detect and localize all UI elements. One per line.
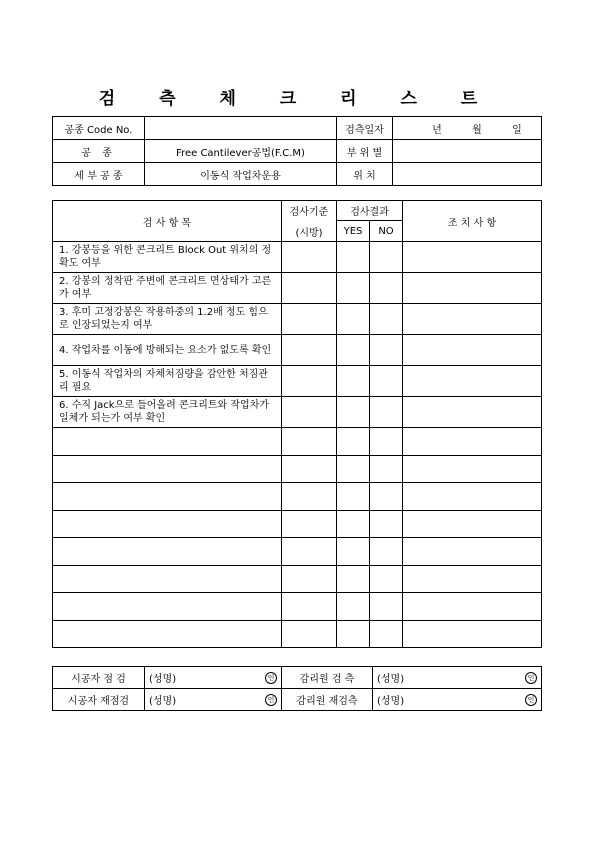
seal-icon: 인: [265, 672, 277, 684]
date-month-label: 월: [472, 124, 482, 136]
checklist-row: [53, 538, 542, 566]
checklist-item-text: [53, 620, 282, 648]
work-type-value: Free Cantilever공법(F.C.M): [145, 140, 337, 163]
seal-icon: 인: [525, 672, 537, 684]
yes-cell[interactable]: [337, 304, 370, 335]
action-cell[interactable]: [403, 593, 542, 621]
inspection-date-label: 검측일자: [337, 117, 393, 140]
checklist-item-text: 1. 강봉등을 위한 콘크리트 Block Out 위치의 정확도 여부: [53, 242, 282, 273]
checklist-item-text: [53, 455, 282, 483]
yes-cell[interactable]: [337, 366, 370, 397]
criteria-cell[interactable]: [282, 620, 337, 648]
part-label: 부 위 별: [337, 140, 393, 163]
no-cell[interactable]: [370, 620, 403, 648]
checklist-item-text: 6. 수직 Jack으로 들어올려 콘크리트와 작업차가 일체가 되는가 여부 확인: [53, 397, 282, 428]
work-code-label: 공종 Code No.: [53, 117, 145, 140]
criteria-cell[interactable]: [282, 510, 337, 538]
location-label: 위 치: [337, 163, 393, 186]
no-cell[interactable]: [370, 273, 403, 304]
supervisor-inspect-sign[interactable]: [373, 667, 542, 689]
seal-icon: 인: [525, 694, 537, 706]
action-cell[interactable]: [403, 366, 542, 397]
col-header-criteria: [282, 201, 337, 242]
no-cell[interactable]: [370, 510, 403, 538]
no-cell[interactable]: [370, 428, 403, 456]
no-cell[interactable]: [370, 565, 403, 593]
col-header-no: NO: [370, 221, 403, 242]
date-day-label: 일: [512, 124, 522, 136]
checklist-item-text: [53, 483, 282, 511]
checklist-row: [53, 455, 542, 483]
checklist-row: [53, 565, 542, 593]
checklist-row: [53, 510, 542, 538]
action-cell[interactable]: [403, 335, 542, 366]
header-info-table: [52, 116, 542, 186]
checklist-item-text: [53, 565, 282, 593]
criteria-cell[interactable]: [282, 335, 337, 366]
yes-cell[interactable]: [337, 242, 370, 273]
action-cell[interactable]: [403, 455, 542, 483]
checklist-row: [53, 273, 542, 304]
location-field[interactable]: [393, 163, 542, 186]
checklist-item-text: 3. 후미 고정강봉은 작용하중의 1.2배 정도 힘으로 인장되었는지 여부: [53, 304, 282, 335]
work-type-label: 공 종: [53, 140, 145, 163]
yes-cell[interactable]: [337, 335, 370, 366]
col-header-action: 조 치 사 항: [403, 201, 542, 242]
no-cell[interactable]: [370, 397, 403, 428]
checklist-body: [53, 242, 542, 648]
yes-cell[interactable]: [337, 455, 370, 483]
date-year-label: 년: [432, 124, 442, 136]
checklist-row: [53, 335, 542, 366]
checklist-item-text: 2. 강봉의 정착판 주변에 콘크리트 면상태가 고른가 여부: [53, 273, 282, 304]
no-cell[interactable]: [370, 455, 403, 483]
action-cell[interactable]: [403, 242, 542, 273]
checklist-item-text: [53, 593, 282, 621]
criteria-cell[interactable]: [282, 304, 337, 335]
action-cell[interactable]: [403, 304, 542, 335]
criteria-cell[interactable]: [282, 366, 337, 397]
checklist-table: [52, 200, 542, 648]
criteria-cell[interactable]: [282, 455, 337, 483]
action-cell[interactable]: [403, 483, 542, 511]
yes-cell[interactable]: [337, 593, 370, 621]
name-label: (성명): [149, 696, 177, 707]
criteria-cell[interactable]: [282, 593, 337, 621]
supervisor-inspect-label: 감리원 검 측: [282, 667, 373, 689]
col-header-item: 검 사 항 목: [53, 201, 282, 242]
supervisor-reinspect-sign[interactable]: [373, 689, 542, 711]
criteria-cell[interactable]: [282, 538, 337, 566]
action-cell[interactable]: [403, 620, 542, 648]
no-cell[interactable]: [370, 242, 403, 273]
checklist-item-text: [53, 428, 282, 456]
contractor-recheck-label: 시공자 재점검: [53, 689, 145, 711]
yes-cell[interactable]: [337, 565, 370, 593]
no-cell[interactable]: [370, 483, 403, 511]
seal-icon: 인: [265, 694, 277, 706]
yes-cell[interactable]: [337, 483, 370, 511]
document-title: 검 측 체 크 리 스 트: [98, 89, 497, 109]
signature-table: [52, 666, 542, 711]
checklist-row: [53, 242, 542, 273]
checklist-row: [53, 620, 542, 648]
name-label: (성명): [149, 674, 177, 685]
contractor-check-sign[interactable]: [145, 667, 282, 689]
yes-cell[interactable]: [337, 273, 370, 304]
part-field[interactable]: [393, 140, 542, 163]
no-cell[interactable]: [370, 304, 403, 335]
criteria-cell[interactable]: [282, 428, 337, 456]
checklist-item-text: [53, 538, 282, 566]
name-label: (성명): [377, 696, 405, 707]
no-cell[interactable]: [370, 335, 403, 366]
criteria-cell[interactable]: [282, 397, 337, 428]
no-cell[interactable]: [370, 366, 403, 397]
action-cell[interactable]: [403, 428, 542, 456]
supervisor-reinspect-label: 감리원 재검측: [282, 689, 373, 711]
checklist-row: [53, 428, 542, 456]
sub-work-value: 이동식 작업차운용: [145, 163, 337, 186]
contractor-recheck-sign[interactable]: [145, 689, 282, 711]
checklist-row: [53, 483, 542, 511]
checklist-row: [53, 593, 542, 621]
criteria-cell[interactable]: [282, 565, 337, 593]
criteria-cell[interactable]: [282, 242, 337, 273]
action-cell[interactable]: [403, 397, 542, 428]
criteria-cell[interactable]: [282, 483, 337, 511]
work-code-field[interactable]: [145, 117, 337, 140]
no-cell[interactable]: [370, 538, 403, 566]
contractor-check-label: 시공자 점 검: [53, 667, 145, 689]
action-cell[interactable]: [403, 538, 542, 566]
criteria-line1: 검사기준: [289, 207, 329, 218]
checklist-row: [53, 304, 542, 335]
yes-cell[interactable]: [337, 620, 370, 648]
criteria-cell[interactable]: [282, 273, 337, 304]
checklist-item-text: 4. 작업차를 이동에 방해되는 요소가 없도록 확인: [53, 335, 282, 366]
checklist-row: [53, 397, 542, 428]
checklist-item-text: [53, 510, 282, 538]
action-cell[interactable]: [403, 565, 542, 593]
no-cell[interactable]: [370, 593, 403, 621]
criteria-line2: (시방): [295, 228, 323, 239]
col-header-result: 검사결과: [337, 201, 403, 221]
inspection-date-field[interactable]: [393, 117, 542, 140]
col-header-yes: YES: [337, 221, 370, 242]
yes-cell[interactable]: [337, 510, 370, 538]
yes-cell[interactable]: [337, 538, 370, 566]
checklist-row: [53, 366, 542, 397]
yes-cell[interactable]: [337, 428, 370, 456]
action-cell[interactable]: [403, 273, 542, 304]
action-cell[interactable]: [403, 510, 542, 538]
yes-cell[interactable]: [337, 397, 370, 428]
checklist-item-text: 5. 이동식 작업차의 자체처짐량을 감안한 처짐관리 필요: [53, 366, 282, 397]
name-label: (성명): [377, 674, 405, 685]
sub-work-label: 세 부 공 종: [53, 163, 145, 186]
